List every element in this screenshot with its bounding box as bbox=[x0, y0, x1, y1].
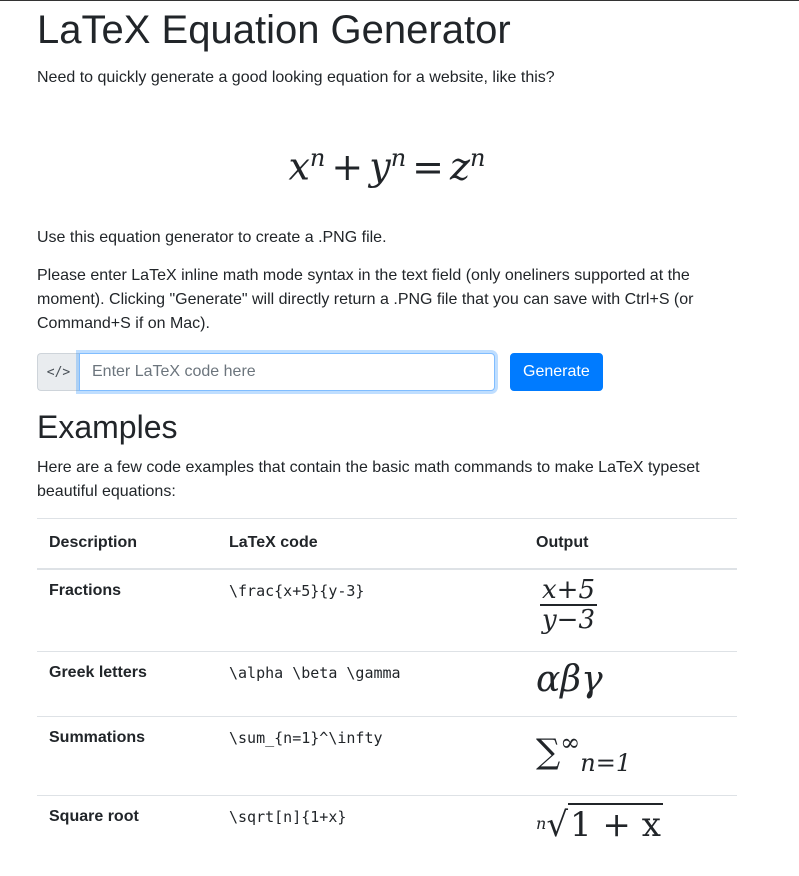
hero-exp-1: n bbox=[309, 144, 326, 172]
hero-exp-3: n bbox=[470, 144, 486, 172]
sqrt-radicand: 1 + x bbox=[569, 805, 661, 846]
latex-form bbox=[37, 352, 737, 392]
instructions-text: Please enter LaTeX inline math mode syntax in the text field (only oneliners supported at the moment). Clicking "Generate" will directly return a .PNG file that you can save with Ctrl+S (or Command+S if on Mac). bbox=[37, 267, 694, 332]
row-code: \sqrt[n]{1+x} bbox=[217, 796, 524, 861]
row-output bbox=[524, 652, 737, 717]
hero-equation bbox=[37, 106, 737, 226]
row-description: Fractions bbox=[37, 569, 217, 652]
sqrt-output bbox=[536, 805, 663, 845]
radical-symbol: √ bbox=[546, 805, 568, 846]
fraction-numerator: x+5 bbox=[542, 574, 595, 605]
sum-upper: ∞ bbox=[560, 729, 581, 757]
row-code: \sum_{n=1}^\infty bbox=[217, 717, 524, 796]
hero-var-y: y bbox=[369, 144, 391, 189]
examples-intro: Here are a few code examples that contain the basic math commands to make LaTeX typeset beautiful equations: bbox=[37, 459, 700, 500]
examples-table bbox=[37, 518, 737, 861]
examples-heading: Examples bbox=[37, 409, 178, 445]
column-header-description: Description bbox=[37, 519, 217, 569]
row-description: Greek letters bbox=[37, 652, 217, 717]
sqrt-index: n bbox=[536, 814, 547, 834]
sigma-symbol: ∑ bbox=[536, 732, 561, 773]
hero-exp-2: n bbox=[390, 144, 407, 172]
summation-output bbox=[536, 729, 632, 778]
row-output bbox=[524, 717, 737, 796]
hero-plus: + bbox=[331, 144, 364, 189]
hero-var-x: x bbox=[288, 144, 310, 189]
table-row bbox=[37, 717, 737, 796]
page-title: LaTeX Equation Generator bbox=[37, 8, 511, 52]
generate-button[interactable]: Generate bbox=[510, 353, 603, 391]
column-header-code: LaTeX code bbox=[217, 519, 524, 569]
fraction-denominator: y−3 bbox=[541, 604, 595, 635]
intro-text: Need to quickly generate a good looking equation for a website, like this? bbox=[37, 69, 555, 86]
table-row bbox=[37, 796, 737, 861]
code-icon: </> bbox=[37, 353, 79, 391]
column-header-output: Output bbox=[524, 519, 737, 569]
latex-input[interactable] bbox=[79, 353, 495, 391]
table-row bbox=[37, 652, 737, 717]
hero-equals: = bbox=[412, 144, 445, 189]
hero-var-z: z bbox=[450, 144, 471, 189]
row-description: Square root bbox=[37, 796, 217, 861]
page-container bbox=[37, 6, 737, 861]
row-description: Summations bbox=[37, 717, 217, 796]
table-header-row bbox=[37, 519, 737, 569]
table-row bbox=[37, 569, 737, 652]
row-output bbox=[524, 569, 737, 652]
usage-text: Use this equation generator to create a .PNG file. bbox=[37, 229, 387, 246]
sum-lower: n=1 bbox=[580, 749, 632, 778]
row-output bbox=[524, 796, 737, 861]
row-code: \frac{x+5}{y-3} bbox=[217, 569, 524, 652]
greek-output: αβγ bbox=[536, 659, 603, 700]
fraction-output bbox=[540, 576, 597, 634]
row-code: \alpha \beta \gamma bbox=[217, 652, 524, 717]
